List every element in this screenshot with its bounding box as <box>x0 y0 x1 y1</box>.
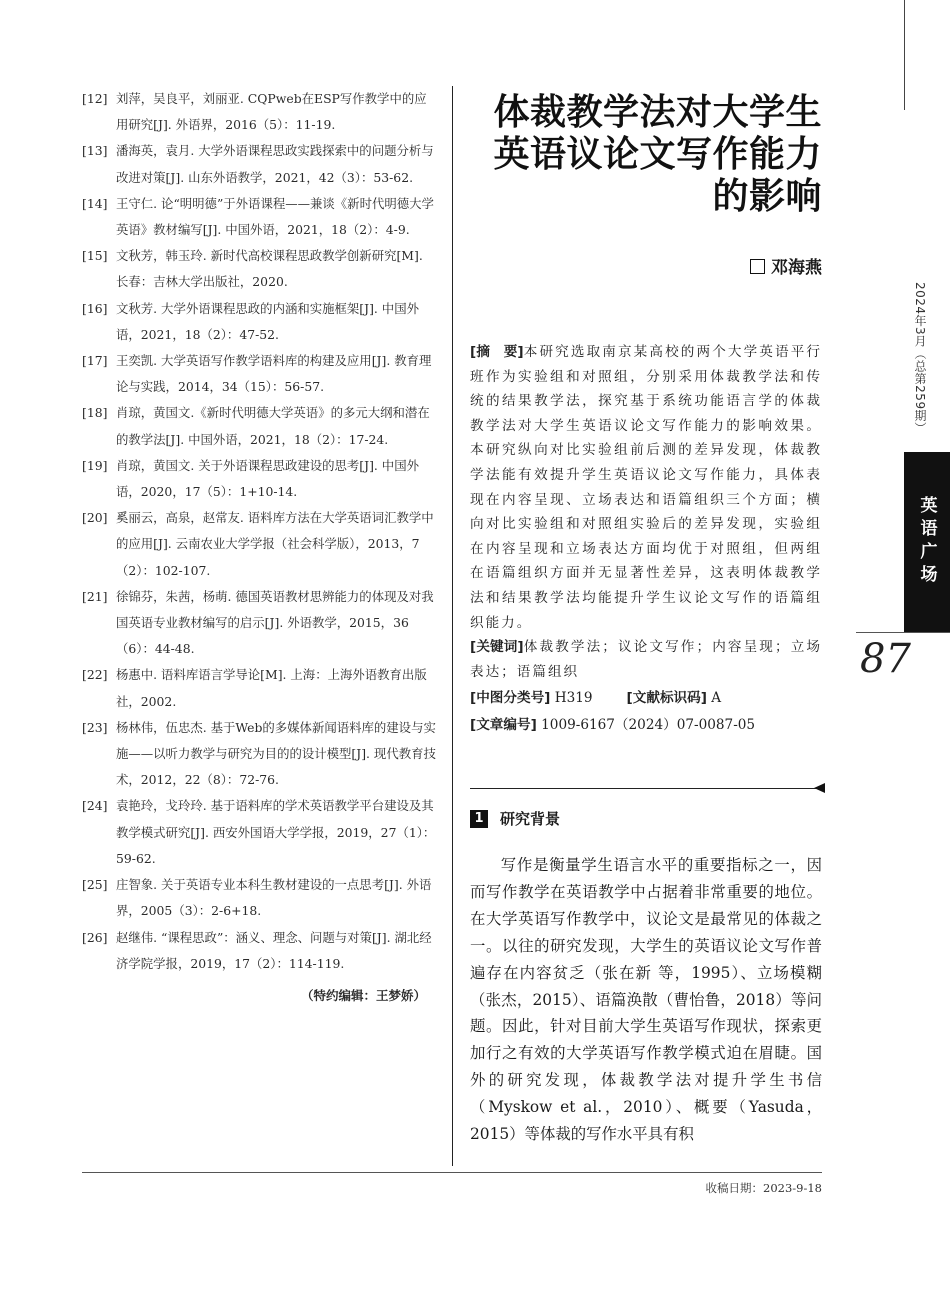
reference-item: [16] 文秋芳. 大学外语课程思政的内涵和实施框架[J]. 中国外语，2021，18（2）：47-52. <box>82 300 419 342</box>
reference-item: [12] 刘萍，吴良平，刘丽亚. CQPweb在ESP写作教学中的应用研究[J]. 外语界，2016（5）：11-19. <box>82 91 427 133</box>
page-number: 87 <box>860 636 911 682</box>
received-date: 收稿日期：2023-9-18 <box>705 1181 822 1195</box>
abstract <box>470 340 822 635</box>
classification-line <box>470 686 822 711</box>
column-divider <box>452 86 453 1166</box>
article-number-line <box>470 713 822 738</box>
reference-item: [15] 文秋芳，韩玉玲. 新时代高校课程思政教学创新研究[M]. 长春：吉林大学出版社，2020. <box>82 248 423 290</box>
reference-item: [19] 肖琼，黄国文. 关于外语课程思政建设的思考[J]. 中国外语，2020，17（5）：1+10-14. <box>82 457 419 500</box>
editor-note: （特约编辑：王梦娇） <box>300 987 426 1003</box>
doc-code-value: A <box>711 690 722 707</box>
keywords-label: [关键词] <box>470 639 524 656</box>
reference-item: [22] 杨惠中. 语料库语言学导论[M]. 上海：上海外语教育出版社，2002. <box>82 667 427 709</box>
body-paragraph: 写作是衡量学生语言水平的重要指标之一，因而写作教学在英语教学中占据着非常重要的地位。在大学英语写作教学中，议论文是最常见的体裁之一。以往的研究发现，大学生的英语议论文写作普遍存在内容贫乏（张在新 等，1995）、立场模糊（张杰，2015）、语篇涣散（曹怡鲁，2018）等问题。因此，针对目前大学生英语写作现状，探索更加行之有效的大学英语写作教学模式迫在眉睫。国外的研究发现，体裁教学法对提升学生书信（Myskow et al.，2010）、概要（Yasuda，2015）等体裁的写作水平具有积 <box>470 856 822 1144</box>
article-number-label: [文章编号] <box>470 716 537 733</box>
margin-rule <box>904 0 905 110</box>
body-text <box>470 852 822 1148</box>
reference-item: [23] 杨林伟，伍忠杰. 基于Web的多媒体新闻语料库的建设与实施——以听力教学与研究为目的的设计模型[J]. 现代教育技术，2012，22（8）：72-76. <box>82 719 436 788</box>
section-tab <box>904 452 950 632</box>
article-title <box>470 92 822 218</box>
title-line: 的影响 <box>712 176 822 217</box>
reference-item: [26] 赵继伟. “课程思政”：涵义、理念、问题与对策[J]. 湖北经济学院学报，2019，17（2）：114-119. <box>82 929 432 971</box>
square-icon <box>750 259 765 274</box>
triangle-left-icon <box>814 783 825 793</box>
footer-rule <box>82 1172 822 1173</box>
section-tab-label: 英语广场 <box>916 496 937 588</box>
reference-item: [21] 徐锦芬，朱茜，杨萌. 德国英语教材思辨能力的体现及对我国英语专业教材编写的启示[J]. 外语教学，2015，36（6）：44-48. <box>82 588 434 657</box>
abstract-text: 本研究选取南京某高校的两个大学英语平行班作为实验组和对照组，分别采用体裁教学法和传统的结果教学法，探究基于系统功能语言学的体裁教学法对大学生英语议论文写作能力的影响效果。本研究纵向对比实验组前后测的差异发现，体裁教学法能有效提升学生英语议论文写作能力，具体表现在内容呈现、立场表达和语篇组织三个方面；横向对比实验组和对照组实验后的差异发现，实验组在内容呈现和立场表达方面均优于对照组，但两组在语篇组织方面并无显著性差异，这表明体裁教学法和结果教学法均能提升学生议论文写作的语篇组织能力。 <box>470 344 823 631</box>
section-title: 研究背景 <box>500 810 561 828</box>
reference-item: [13] 潘海英，袁月. 大学外语课程思政实践探索中的问题分析与改进对策[J]. 山东外语教学，2021，42（3）：53-62. <box>82 143 434 185</box>
abstract-label: [摘 要] <box>470 344 524 360</box>
title-line: 体裁教学法对大学生 <box>493 92 822 133</box>
reference-item: [14] 王守仁. 论“明明德”于外语课程——兼谈《新时代明德大学英语》教材编写[J]. 中国外语，2021，18（2）：4-9. <box>82 195 434 238</box>
author-line <box>600 253 822 278</box>
reference-item: [18] 肖琼，黄国文.《新时代明德大学英语》的多元大纲和潜在的教学法[J]. 中国外语，2021，18（2）：17-24. <box>82 405 430 447</box>
issue-info: 2024年3月（总第259期） <box>913 282 927 435</box>
section-number: 1 <box>470 810 488 828</box>
clc-value: H319 <box>554 690 593 707</box>
doc-code-label: [文献标识码] <box>626 690 707 707</box>
reference-item: [20] 奚丽云，高泉，赵常友. 语料库方法在大学英语词汇教学中的应用[J]. 云南农业大学学报（社会科学版），2013，7（2）：102-107. <box>82 510 434 578</box>
reference-item: [24] 袁艳玲，戈玲玲. 基于语料库的学术英语教学平台建设及其教学模式研究[J]. 西安外国语大学学报，2019，27（1）：59-62. <box>82 798 436 866</box>
clc-label: [中图分类号] <box>470 690 551 707</box>
separator-line <box>470 788 818 789</box>
article-number-value: 1009-6167（2024）07-0087-05 <box>541 716 756 733</box>
reference-item: [17] 王奕凯. 大学英语写作教学语料库的构建及应用[J]. 教育理论与实践，2014，34（15）：56-57. <box>82 353 432 395</box>
section-heading <box>470 808 560 829</box>
reference-list <box>82 86 438 1009</box>
page-number-rule <box>856 632 950 633</box>
keywords <box>470 635 822 684</box>
reference-item: [25] 庄智象. 关于英语专业本科生教材建设的一点思考[J]. 外语界，2005（3）：2-6+18. <box>82 877 432 919</box>
keywords-text: 体裁教学法；议论文写作；内容呈现；立场表达；语篇组织 <box>470 639 823 680</box>
author-name: 邓海燕 <box>771 258 822 278</box>
abstract-block <box>470 340 822 738</box>
title-line: 英语议论文写作能力 <box>493 134 822 175</box>
